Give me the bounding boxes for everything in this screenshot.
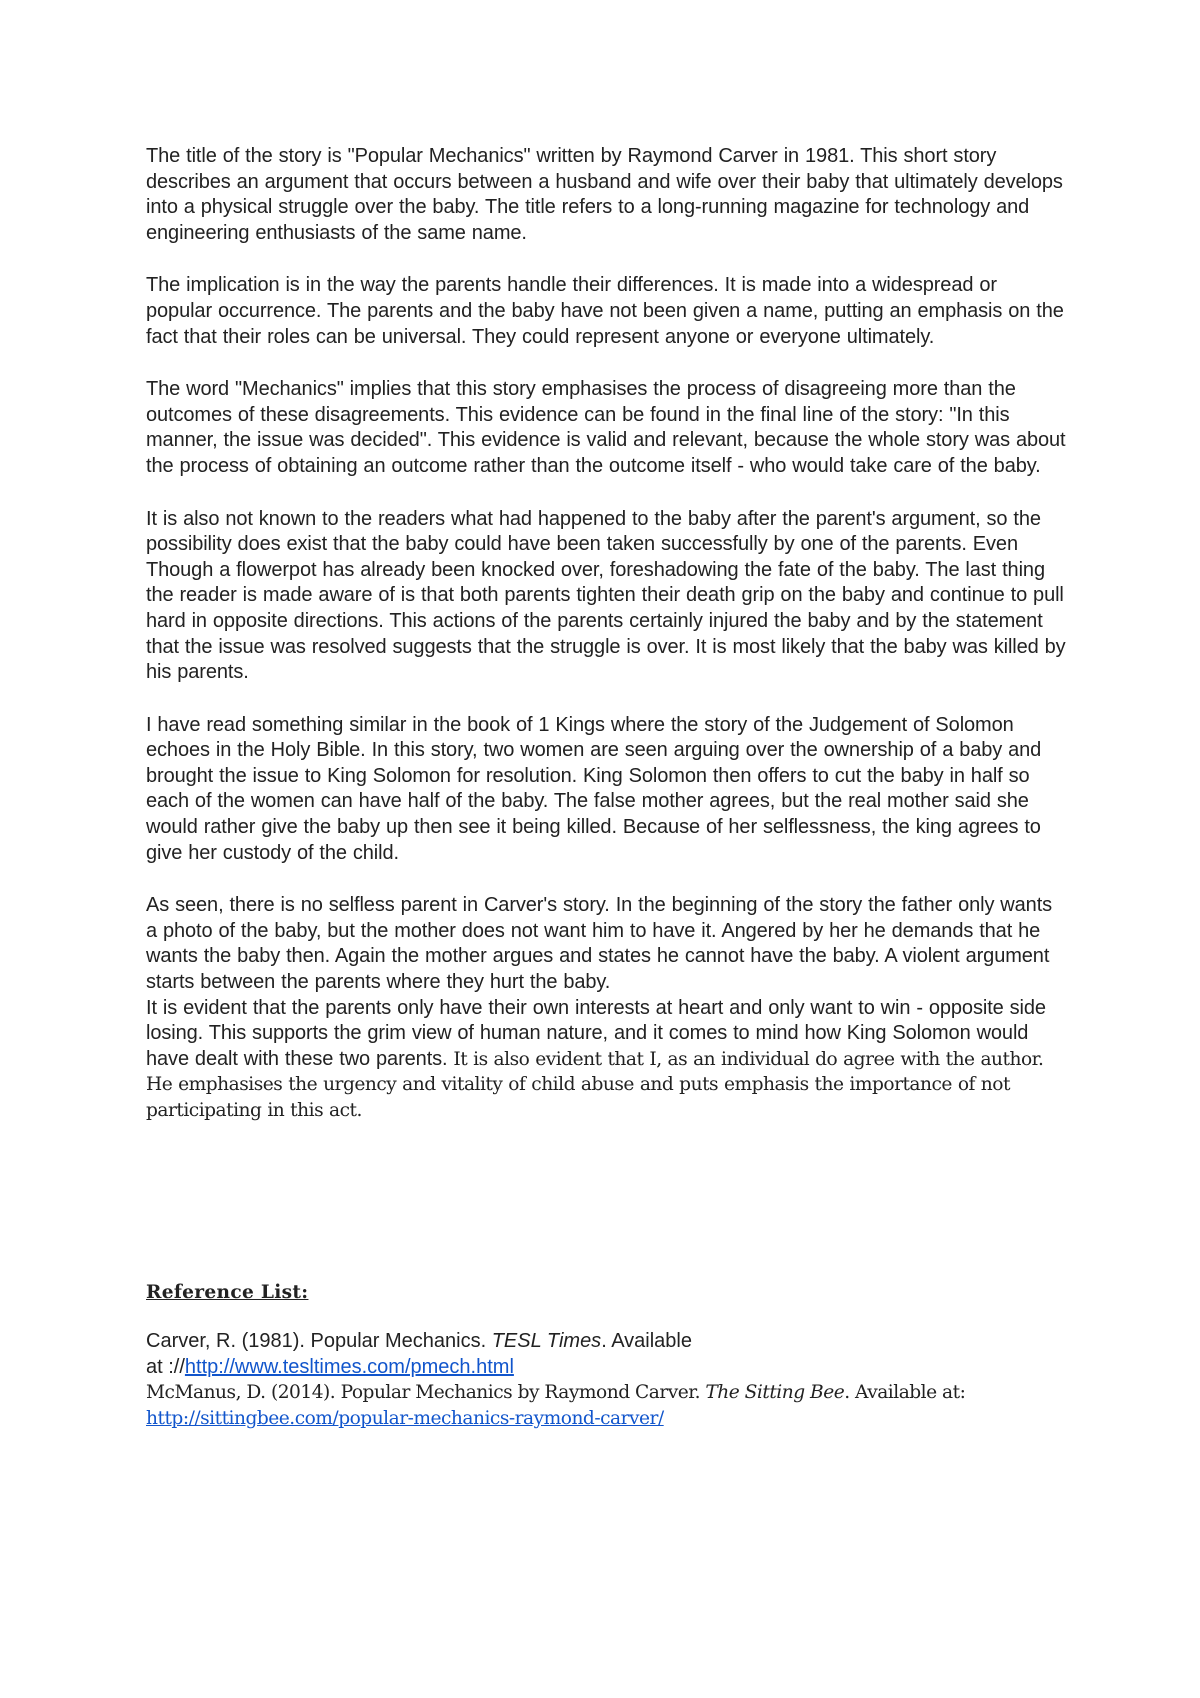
paragraph-6-text-b: It is evident that the parents only have their own interests at heart and only want to win - opposite side losing. This supports the grim view of human nature, and it comes to mind how King Solomon would have dealt with these two parents. [146,996,1046,1070]
reference-2-link[interactable]: http://sittingbee.com/popular-mechanics-raymond-carver/ [146,1407,664,1429]
reference-1-journal: TESL Times [491,1330,602,1352]
reference-2-journal: The Sitting Bee [705,1382,845,1404]
reference-1-prefix: at :// [146,1355,185,1378]
reference-item-1 [146,1329,1066,1380]
paragraph-6 [146,893,1066,1123]
paragraph-6-text-a: As seen, there is no selfless parent in Carver's story. In the beginning of the story the father only wants a photo of the baby, but the mother does not want him to have it. Angered by her he demands that he wants the baby then. Again the mother argues and states he cannot have the baby. A violent argument starts between the parents where they hurt the baby. [146,894,1053,994]
reference-1-link[interactable]: http://www.tesltimes.com/pmech.html [184,1355,514,1378]
reference-item-2 [146,1380,1066,1431]
paragraph-6-text-c: It is also evident that I, as an individual do agree with the author. He emphasises the urgency and vitality of child abuse and puts emphasis the importance of not participating in this act. [146,1048,1044,1121]
paragraph-2: The implication is in the way the parents handle their differences. It is made into a widespread or popular occurrence. The parents and the baby have not been given a name, putting an emphasis on the fact that their roles can be universal. They could represent anyone or everyone ultimately. [146,274,1064,348]
document-body [146,144,1066,1151]
paragraph-4: It is also not known to the readers what had happened to the baby after the parent's argument, so the possibility does exist that the baby could have been taken successfully by one of the parents. Even Though a flowerpot has already been knocked over, foreshadowing the fate of the baby. The last thing the reader is made aware of is that both parents tighten their death grip on the baby and continue to pull hard in opposite directions. This actions of the parents certainly injured the baby and by the statement that the issue was resolved suggests that the struggle is over. It is most likely that the baby was killed by his parents. [146,507,1066,684]
reference-1-available: . Available [601,1330,692,1352]
reference-list [146,1329,1066,1431]
reference-list-heading: Reference List: [146,1282,309,1303]
paragraph-3: The word "Mechanics" implies that this story emphasises the process of disagreeing more than the outcomes of these disagreements. This evidence can be found in the final line of the story: "In this manner, the issue was decided". This evidence is valid and relevant, because the whole story was about the process of obtaining an outcome rather than the outcome itself - who would take care of the baby. [146,378,1066,477]
paragraph-5: I have read something similar in the book of 1 Kings where the story of the Judgement of Solomon echoes in the Holy Bible. In this story, two women are seen arguing over the ownership of a baby and brought the issue to King Solomon for resolution. King Solomon then offers to cut the baby in half so each of the women can have half of the baby. The false mother agrees, but the real mother said she would rather give the baby up then see it being killed. Because of her selflessness, the king agrees to give her custody of the child. [146,713,1042,864]
reference-2-available: . Available at: [844,1382,966,1404]
reference-1-text: Carver, R. (1981). Popular Mechanics. [146,1330,492,1352]
reference-2-text: McManus, D. (2014). Popular Mechanics by Raymond Carver. [146,1382,706,1404]
paragraph-1: The title of the story is "Popular Mechanics" written by Raymond Carver in 1981. This short story describes an argument that occurs between a husband and wife over their baby that ultimately develops into a physical struggle over the baby. The title refers to a long-running magazine for technology and engineering enthusiasts of the same name. [146,145,1063,244]
